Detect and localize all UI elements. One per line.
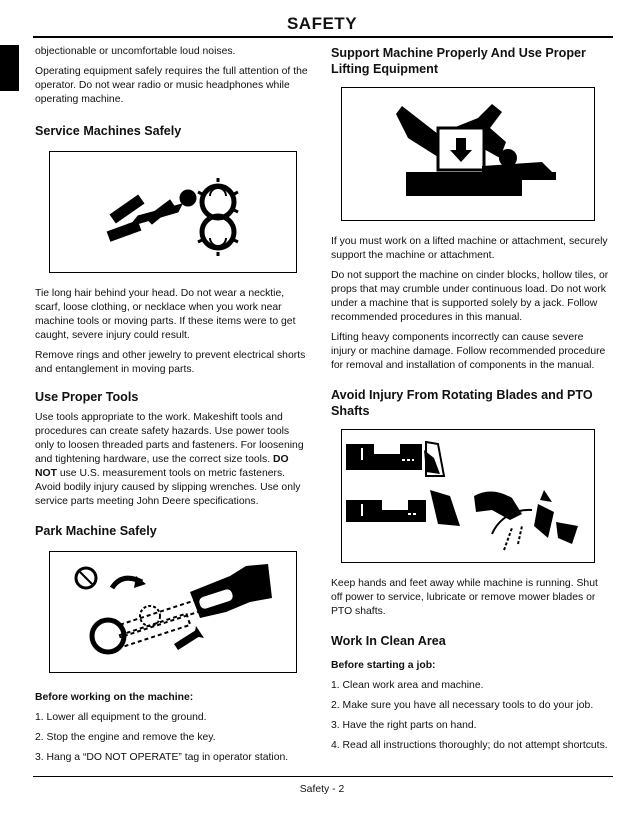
- service-paragraph-2: Remove rings and other jewelry to prevent electrical shorts and entanglement in moving parts.: [35, 350, 306, 375]
- support-paragraph-1: If you must work on a lifted machine or attachment, securely support the machine or attachment.: [331, 236, 608, 261]
- right-column: [331, 45, 610, 759]
- entanglement-hazard-icon: [50, 152, 296, 272]
- page-header-title: SAFETY: [286, 14, 358, 33]
- clean-step: 1. Clean work area and machine.: [331, 680, 484, 691]
- section-tab-marker: [0, 45, 19, 91]
- figure-entanglement-hazard: [49, 151, 297, 273]
- rotating-paragraph: Keep hands and feet away while machine is running. Shut off power to service, lubricate or remove mower blades or PTO shafts.: [331, 578, 598, 617]
- heading-use-proper-tools: Use Proper Tools: [35, 390, 139, 404]
- clean-subheading: Before starting a job:: [331, 660, 436, 671]
- figure-rotating-blades: [341, 429, 595, 563]
- tools-text-a: Use tools appropriate to the work. Makeshift tools and procedures can create safety hazards. Use power tools only to loosen threaded parts and fasteners. For loosening and tightening hardware, use the correct size tools.: [35, 412, 304, 465]
- park-steps-list: [35, 711, 311, 765]
- heading-rotating-blades: Avoid Injury From Rotating Blades and PTO Shafts: [331, 388, 593, 418]
- clean-step: 4. Read all instructions thoroughly; do not attempt shortcuts.: [331, 740, 608, 751]
- tools-text-b: use U.S. measurement tools on metric fasteners. Avoid bodily injury caused by slipping wrenches. Use only service parts meeting John Deere specifications.: [35, 468, 301, 507]
- park-step: 1. Lower all equipment to the ground.: [35, 712, 207, 723]
- header-rule: [33, 36, 613, 38]
- park-step: 3. Hang a “DO NOT OPERATE” tag in operator station.: [35, 752, 289, 763]
- heading-support-machine: Support Machine Properly And Use Proper Lifting Equipment: [331, 46, 586, 76]
- heading-park-machine: Park Machine Safely: [35, 524, 157, 538]
- figure-crush-hazard: [341, 87, 595, 221]
- intro-paragraph-1: objectionable or uncomfortable loud noises.: [35, 46, 236, 57]
- tools-text-bold: DO NOT: [35, 454, 289, 479]
- support-paragraph-3: Lifting heavy components incorrectly can cause severe injury or machine damage. Follow recommended procedure for removal and installation of components in the manual.: [331, 332, 606, 371]
- figure-remove-key: [49, 551, 297, 673]
- left-column: [35, 45, 311, 771]
- intro-paragraph-2: Operating equipment safely requires the full attention of the operator. Do not wear radio or music headphones while operating machine.: [35, 66, 308, 105]
- clean-steps-list: [331, 679, 610, 753]
- heading-service-machines: Service Machines Safely: [35, 124, 182, 138]
- service-paragraph-1: Tie long hair behind your head. Do not wear a necktie, scarf, loose clothing, or necklace when you work near machine tools or moving parts. If these items were to get caught, severe injury could result.: [35, 288, 296, 341]
- support-paragraph-2: Do not support the machine on cinder blocks, hollow tiles, or props that may crumble under continuous load. Do not work under a machine that is supported solely by a jack. Follow recommended procedures in this manual.: [331, 270, 609, 323]
- clean-step: 3. Have the right parts on hand.: [331, 720, 477, 731]
- rotating-blades-icon: [342, 430, 594, 562]
- tools-paragraph: [35, 411, 311, 509]
- page-footer: Safety - 2: [299, 784, 345, 795]
- crush-hazard-icon: [342, 88, 594, 220]
- clean-step: 2. Make sure you have all necessary tools to do your job.: [331, 700, 594, 711]
- footer-rule: [33, 776, 613, 777]
- park-subheading: Before working on the machine:: [35, 692, 194, 703]
- remove-key-icon: [50, 552, 296, 672]
- heading-clean-area: Work In Clean Area: [331, 634, 446, 648]
- park-step: 2. Stop the engine and remove the key.: [35, 732, 216, 743]
